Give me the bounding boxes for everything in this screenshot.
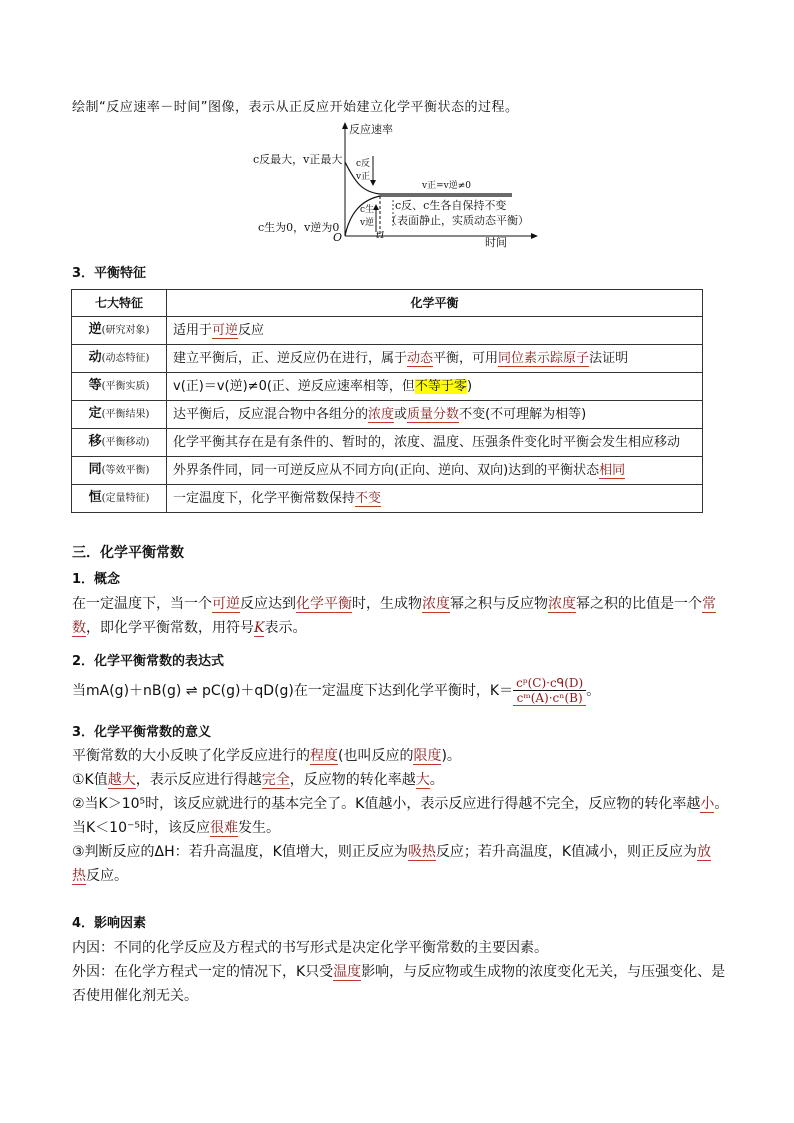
left-top-label: c反最大，v正最大	[253, 153, 343, 166]
intro-text: 绘制“反应速率－时间”图像，表示从正反应开始建立化学平衡状态的过程。	[72, 100, 519, 115]
feature-char: 等	[88, 378, 102, 393]
c-reactant-label: c反	[356, 159, 371, 169]
t1-label: t1	[376, 231, 386, 241]
v-reverse-label: v逆	[360, 218, 375, 228]
table-row: 移(平衡移动) 化学平衡其存在是有条件的、暂时的，浓度、温度、压强条件变化时平衡会发生相应移动	[72, 429, 703, 457]
feature-note: (等效平衡)	[101, 465, 150, 476]
feature-char: 动	[88, 350, 102, 365]
factors-paragraph: 内因：不同的化学反应及方程式的书写形式是决定化学平衡常数的主要因素。 外因：在化学方程式一定的情况下，K只受温度影响，与反应物或生成物的浓度变化无关，与压强变化、是 否使用催化剂无关。	[72, 940, 726, 1004]
section-title-constant: 三．化学平衡常数	[72, 545, 184, 561]
table-header-row	[72, 290, 703, 317]
table-row: 恒(定量特征) 一定温度下，化学平衡常数保持不变	[72, 485, 703, 513]
y-axis-arrow	[342, 122, 348, 129]
concept-paragraph: 在一定温度下，当一个可逆反应达到化学平衡时，生成物浓度幂之积与反应物浓度幂之积的比值是一个常 数，即化学平衡常数，用符号K表示。	[72, 596, 716, 636]
meaning-paragraph: 平衡常数的大小反映了化学反应进行的程度(也叫反应的限度)。 ①K值越大，表示反应进行得越完全，反应物的转化率越大。 ②当K＞10⁵时，该反应就进行的基本完全了。K值越小，表示反应进行得越不完全，反应物的转化率越小。 当K＜10⁻⁵时，该反应很难发生。 ③判断反应的ΔH：若升高温度，K值增大，则正反应为吸热反应；若升高温度，K值减小，则正反应为放 热反应。	[72, 748, 729, 884]
x-axis-label: 时间	[485, 236, 507, 249]
table-row: 同(等效平衡) 外界条件同，同一可逆反应从不同方向(正向、逆向、双向)达到的平衡状态相同	[72, 457, 703, 485]
keep-constant-label: c反、c生各自保持不变	[395, 199, 507, 212]
table-row: 等(平衡实质) v(正)＝v(逆)≠0(正、逆反应速率相等，但不等于零)	[72, 373, 703, 401]
table-header-equilibrium: 化学平衡	[167, 290, 703, 317]
equal-rate-label: v正=v逆≠0	[422, 181, 471, 191]
equilibrium-expression: 当mA(g)＋nB(g) ⇌ pC(g)＋qD(g)在一定温度下达到化学平衡时，K＝ $\frac{\text{cᵖ(C)·cᑫ(D)}}{\text{cᵐ(A)·cⁿ(B)}}$ 。	[72, 676, 601, 705]
k-fraction: $\frac{\text{cᵖ(C)·cᑫ(D)}}{\text{cᵐ(A)·cⁿ(B)}}$	[513, 676, 586, 706]
table-row: 定(平衡结果) 达平衡后，反应混合物中各组分的浓度或质量分数不变(不可理解为相等)	[72, 401, 703, 429]
table-row: 逆(研究对象) 适用于可逆反应	[72, 317, 703, 345]
features-table	[71, 289, 703, 513]
heading-meaning: 3．化学平衡常数的意义	[72, 725, 212, 740]
x-axis-arrow	[531, 233, 538, 239]
rate-time-figure	[250, 120, 540, 252]
feature-note: (平衡结果)	[101, 409, 150, 420]
feature-note: (平衡实质)	[101, 381, 150, 392]
feature-char: 定	[88, 406, 102, 421]
left-bottom-label: c生为0，v逆为0	[258, 221, 340, 234]
table-header-features: 七大特征	[72, 290, 167, 317]
highlight: 不等于零	[414, 378, 467, 394]
section-heading-features: 3．平衡特征	[72, 266, 147, 281]
heading-factors: 4．影响因素	[72, 916, 147, 931]
feature-note: (研究对象)	[101, 325, 150, 336]
feature-char: 逆	[88, 322, 102, 337]
table-row: 动(动态特征) 建立平衡后，正、逆反应仍在进行，属于动态平衡，可用同位素示踪原子法证明	[72, 345, 703, 373]
heading-expression: 2．化学平衡常数的表达式	[72, 654, 225, 669]
feature-note: (平衡移动)	[101, 437, 150, 448]
v-forward-label: v正	[356, 172, 371, 182]
feature-note: (定量特征)	[101, 493, 150, 504]
feature-char: 移	[88, 434, 102, 449]
c-product-label: c生	[360, 205, 375, 215]
feature-note: (动态特征)	[101, 353, 150, 364]
y-axis-label: 反应速率	[349, 123, 393, 136]
feature-char: 恒	[88, 490, 102, 505]
dynamic-equilibrium-label: （表面静止，实质动态平衡）	[386, 214, 529, 227]
origin-label: O	[333, 231, 343, 244]
feature-char: 同	[88, 462, 102, 477]
heading-concept: 1．概念	[72, 572, 121, 587]
